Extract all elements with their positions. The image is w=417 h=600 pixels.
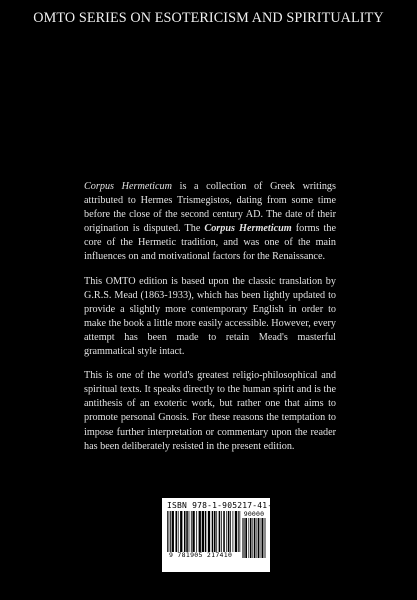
isbn-number: ISBN 978-1-905217-41-0	[167, 501, 278, 510]
barcode-bar	[169, 511, 170, 552]
barcode-bar	[233, 511, 234, 552]
barcode-bar	[238, 511, 239, 552]
barcode-bar	[186, 511, 188, 552]
barcode-bar	[260, 518, 261, 558]
barcode-bar	[175, 511, 177, 552]
barcode-bar	[254, 518, 256, 558]
barcode-bar	[243, 518, 244, 558]
barcode-bar	[239, 511, 240, 552]
barcode-bar	[196, 511, 197, 552]
addon-barcode	[242, 511, 266, 560]
barcode-bar	[226, 511, 227, 552]
barcode-bar	[248, 518, 249, 558]
barcode-bar	[230, 511, 231, 552]
ean-barcode-bars	[167, 511, 241, 560]
blurb-paragraph-3: This is one of the world's greatest religio-philosophical and spiritual texts. It speaks directly to the human spirit and is the antithesis of an exoteric work, but rather one that aims to promote personal Gnosis. For these reasons the temptation to impose further interpretation or commentary upon the reader has been deliberately resisted in the present edition.	[84, 370, 336, 452]
addon-number: 90000	[243, 510, 265, 518]
addon-bars-graphic	[242, 518, 266, 558]
barcode-bar	[202, 511, 204, 552]
barcode-bar	[189, 511, 190, 552]
barcode-bar	[172, 511, 174, 552]
barcode-bar	[223, 511, 225, 552]
barcode-bar	[265, 518, 266, 558]
blurb-paragraph-1	[84, 180, 336, 265]
book-title-italic: Corpus Hermeticum	[84, 181, 172, 192]
blurb-text-b: forms the core of the Hermetic tradition, and was one of the main influences on and motivational factors for the Renaissance.	[84, 223, 336, 263]
ean-digits: 9 781905 217410	[169, 551, 233, 559]
barcode-bar	[245, 518, 247, 558]
barcode-bar	[228, 511, 230, 552]
barcode-bar	[221, 511, 222, 552]
barcode-bar	[191, 511, 192, 552]
barcode-bar	[170, 511, 171, 552]
blurb-paragraph-2: This OMTO edition is based upon the classic translation by G.R.S. Mead (1863-1933), which has been lightly updated to provide a slightly more contemporary English in order to make the book a little more easily accessible. However, every attempt has been made to retain Mead's masterful grammatical style intact.	[84, 275, 336, 358]
barcode-bar	[180, 511, 182, 552]
barcode-bar	[256, 518, 257, 558]
back-cover-blurb	[84, 180, 336, 464]
series-title: OMTO SERIES ON ESOTERICISM AND SPIRITUALITY	[33, 10, 384, 26]
isbn-barcode	[162, 498, 278, 572]
barcode-bar	[167, 511, 168, 552]
barcode-bar	[208, 511, 210, 552]
barcode-bar	[212, 511, 214, 552]
ean-bars-graphic	[167, 511, 241, 552]
barcode-bar	[244, 518, 245, 558]
barcode-bar	[184, 511, 186, 552]
blurb-text-a: is a collection of Greek writings attributed to Hermes Trismegistos, dating from some time before the close of the second century AD. The date of their origination is disputed. The	[84, 181, 336, 235]
barcode-bar	[262, 518, 264, 558]
barcode-bar	[178, 511, 179, 552]
barcode-bar	[235, 511, 237, 552]
barcode-bar	[216, 511, 217, 552]
barcode-bar	[264, 518, 265, 558]
barcode-bar	[252, 518, 253, 558]
barcode-bar	[205, 511, 207, 552]
barcode-bar	[199, 511, 201, 552]
barcode-bar	[258, 518, 260, 558]
book-title-bold-italic: Corpus Hermeticum	[204, 223, 292, 235]
barcode-bar	[219, 511, 221, 552]
barcode-bar	[242, 518, 243, 558]
barcode-bar	[250, 518, 252, 558]
barcode-bar	[214, 511, 216, 552]
barcode-bar	[192, 511, 194, 552]
